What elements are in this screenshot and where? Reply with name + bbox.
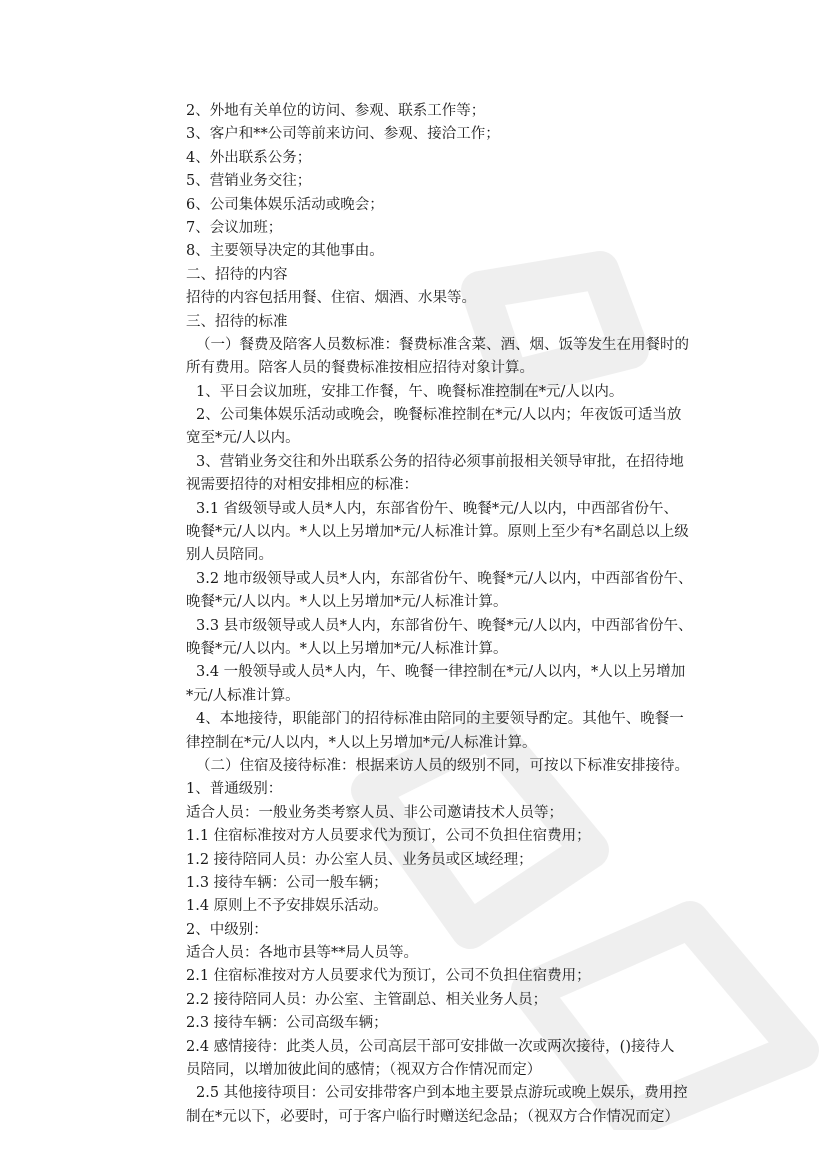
document-body xyxy=(186,100,693,1129)
text-line: 适合人员：一般业务类考察人员、非公司邀请技术人员等； xyxy=(186,804,563,821)
text-line: 视需要招待的对相安排相应的标准： xyxy=(186,477,418,494)
text-line: 2、中级别： xyxy=(186,921,268,938)
text-line: 3.2 地市级领导或人员*人内，东部省份午、晚餐*元/人以内，中西部省份午、 xyxy=(196,570,693,587)
text-line: 二、招待的内容 xyxy=(186,266,288,283)
text-line: 6、公司集体娱乐活动或晚会； xyxy=(186,196,384,213)
text-line: 8、主要领导决定的其他事由。 xyxy=(186,243,384,260)
text-line: 2.5 其他接待项目：公司安排带客户到本地主要景点游玩或晚上娱乐，费用控 xyxy=(196,1085,688,1102)
text-line: 7、会议加班； xyxy=(186,219,283,236)
text-line: 1、平日会议加班，安排工作餐，午、晚餐标准控制在*元/人以内。 xyxy=(196,383,624,400)
text-line: 2.2 接待陪同人员：办公室、主管副总、相关业务人员； xyxy=(186,991,548,1008)
text-line: 3.1 省级领导或人员*人内，东部省份午、晚餐*元/人以内，中西部省份午、 xyxy=(196,500,679,517)
text-line: 律控制在*元/人以内，*人以上另增加*元/人标准计算。 xyxy=(186,734,537,751)
text-line: 别人员陪同。 xyxy=(186,547,273,564)
text-line: 适合人员：各地市县等**局人员等。 xyxy=(186,945,418,962)
text-line: 4、外出联系公务； xyxy=(186,149,312,166)
text-line: 4、本地接待，职能部门的招待标准由陪同的主要领导酌定。其他午、晚餐一 xyxy=(196,711,684,728)
text-line: 3.4 一般领导或人员*人内，午、晚餐一律控制在*元/人以内，*人以上另增加 xyxy=(196,664,686,681)
text-line: 晚餐*元/人以内。*人以上另增加*元/人标准计算。 xyxy=(186,594,508,611)
text-line: 招待的内容包括用餐、住宿、烟酒、水果等。 xyxy=(186,290,476,307)
text-line: 制在*元以下，必要时，可于客户临行时赠送纪念品；（视双方合作情况而定） xyxy=(186,1108,679,1125)
text-line: 2.1 住宿标准按对方人员要求代为预订，公司不负担住宿费用； xyxy=(186,968,591,985)
text-line: 晚餐*元/人以内。*人以上另增加*元/人标准计算。原则上至少有*名副总以上级 xyxy=(186,524,689,541)
text-line: 2.4 感情接待：此类人员，公司高层干部可安排做一次或两次接待，()接待人 xyxy=(186,1038,675,1055)
text-line: 所有费用。陪客人员的餐费标准按相应招待对象计算。 xyxy=(186,360,534,377)
text-line: 员陪同，以增加彼此间的感情；（视双方合作情况而定） xyxy=(186,1062,542,1079)
text-line: 2、公司集体娱乐活动或晚会，晚餐标准控制在*元/人以内；年夜饭可适当放 xyxy=(196,407,682,424)
text-line: 3.3 县市级领导或人员*人内，东部省份午、晚餐*元/人以内，中西部省份午、 xyxy=(196,617,693,634)
text-line: 3、营销业务交往和外出联系公务的招待必须事前报相关领导审批，在招待地 xyxy=(196,453,684,470)
text-line: 2、外地有关单位的访问、参观、联系工作等； xyxy=(186,103,486,119)
text-line: 1、普通级别： xyxy=(186,781,283,798)
text-line: 2.3 接待车辆：公司高级车辆； xyxy=(186,1015,388,1032)
text-line: 三、招待的标准 xyxy=(186,313,288,330)
text-line: 1.3 接待车辆：公司一般车辆； xyxy=(186,874,388,891)
text-line: 1.2 接待陪同人员：办公室人员、业务员或区域经理； xyxy=(186,851,533,868)
text-line: 5、营销业务交往； xyxy=(186,173,312,190)
text-line: （一）餐费及陪客人员数标准：餐费标准含菜、酒、烟、饭等发生在用餐时的 xyxy=(196,336,689,353)
text-line: 1.1 住宿标准按对方人员要求代为预订，公司不负担住宿费用； xyxy=(186,828,591,845)
text-line: （二）住宿及接待标准：根据来访人员的级别不同，可按以下标准安排接待。 xyxy=(196,757,689,774)
text-line: 宽至*元/人以内。 xyxy=(186,430,300,447)
text-line: 1.4 原则上不予安排娱乐活动。 xyxy=(186,898,388,915)
text-line: 晚餐*元/人以内。*人以上另增加*元/人标准计算。 xyxy=(186,640,508,657)
text-line: 3、客户和**公司等前来访问、参观、接洽工作； xyxy=(186,126,500,143)
text-line: *元/人标准计算。 xyxy=(186,687,300,704)
